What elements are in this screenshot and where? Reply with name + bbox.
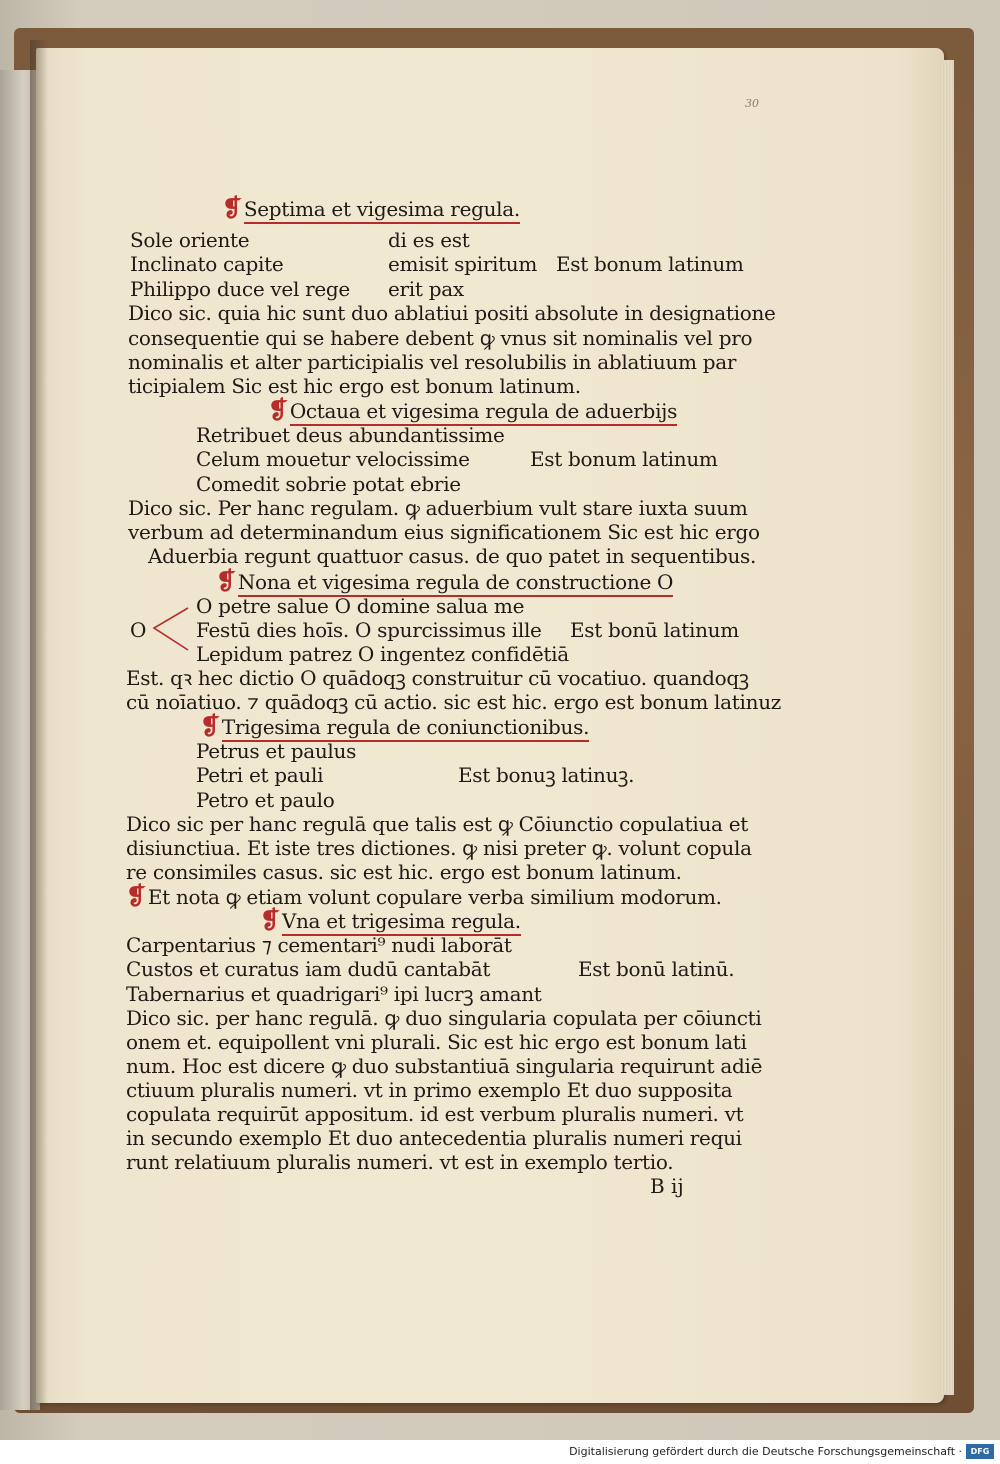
- heading-rule-29: ❡ Nona et vigesima regula de constructione O: [216, 566, 674, 595]
- body-line: Dico sic per hanc regulā que talis est ꝙ Cōiunctio copulatiua et: [126, 812, 748, 836]
- pilcrow-icon: ❡: [200, 711, 220, 740]
- pilcrow-icon: ❡: [268, 395, 288, 424]
- signature-mark: B ij: [650, 1174, 684, 1198]
- pilcrow-icon: ❡: [126, 881, 146, 910]
- example-line: Custos et curatus iam dudū cantabāt Est bonū latinū.: [126, 957, 735, 981]
- example-line: Tabernarius et quadrigari⁹ ipi lucrꝫ amant: [126, 982, 542, 1006]
- body-line: ctiuum pluralis numeri. vt in primo exemplo Et duo supposita: [126, 1078, 733, 1102]
- example-line: Inclinato capite emisit spiritum Est bonum latinum: [130, 252, 744, 276]
- body-line: nominalis et alter participialis vel resolubilis in ablatiuum par: [128, 350, 737, 374]
- example-line: Festū dies hoīs. O spurcissimus ille Est bonū latinum: [196, 618, 739, 642]
- body-line: copulata requirūt appositum. id est verbum pluralis numeri. vt: [126, 1102, 744, 1126]
- example-line: Sole oriente di es est: [130, 228, 470, 252]
- bracket-icon: [150, 606, 190, 652]
- heading-rule-30: ❡ Trigesima regula de coniunctionibus.: [200, 711, 590, 740]
- body-line: ticipialem Sic est hic ergo est bonum latinum.: [128, 374, 581, 398]
- pilcrow-icon: ❡: [222, 193, 242, 222]
- body-line: Est. qꝛ hec dictio O quādoqꝫ construitur cū vocatiuo. quandoqꝫ: [126, 666, 749, 690]
- example-line: Petro et paulo: [196, 788, 335, 812]
- note-line: ❡ Et nota ꝙ etiam volunt copulare verba similium modorum.: [126, 881, 722, 910]
- body-line: consequentie qui se habere debent ꝙ vnus sit nominalis vel pro: [128, 326, 753, 350]
- spine-shadow: [30, 40, 48, 1410]
- example-line: Lepidum patrez O ingentez confidētiā: [196, 642, 569, 666]
- vocative-o: O: [130, 618, 147, 642]
- body-line: Dico sic. Per hanc regulam. ꝙ aduerbium vult stare iuxta suum: [128, 496, 748, 520]
- body-line: re consimiles casus. sic est hic. ergo est bonum latinum.: [126, 860, 682, 884]
- body-line: Dico sic. per hanc regulā. ꝙ duo singularia copulata per cōiuncti: [126, 1006, 762, 1030]
- example-line: Petri et pauli Est bonuꝫ latinuꝫ.: [196, 763, 635, 787]
- example-line: Celum mouetur velocissime Est bonum latinum: [196, 447, 718, 471]
- folio-note: 30: [745, 97, 759, 110]
- body-line: cū noīatiuo. ⁊ quādoqꝫ cū actio. sic est hic. ergo est bonum latinuz: [126, 690, 782, 714]
- digitization-credit: Digitalisierung gefördert durch die Deutsche Forschungsgemeinschaft ·: [569, 1445, 962, 1458]
- example-line: Philippo duce vel rege erit pax: [130, 277, 464, 301]
- heading-rule-31: ❡ Vna et trigesima regula.: [260, 905, 521, 934]
- example-line: Retribuet deus abundantissime: [196, 423, 505, 447]
- example-line: Petrus et paulus: [196, 739, 357, 763]
- body-line: runt relatiuum pluralis numeri. vt est in exemplo tertio.: [126, 1150, 674, 1174]
- body-line: onem et. equipollent vni plurali. Sic est hic ergo est bonum lati: [126, 1030, 747, 1054]
- dfg-logo[interactable]: DFG: [966, 1444, 994, 1459]
- pilcrow-icon: ❡: [260, 905, 280, 934]
- example-line: O petre salue O domine salua me: [196, 594, 525, 618]
- example-line: Carpentarius ⁊ cementari⁹ nudi laborāt: [126, 933, 512, 957]
- body-line: verbum ad determinandum eius significationem Sic est hic ergo: [128, 520, 760, 544]
- body-line: disiunctiua. Et iste tres dictiones. ꝙ nisi preter ꝙ. volunt copula: [126, 836, 752, 860]
- body-line: in secundo exemplo Et duo antecedentia pluralis numeri requi: [126, 1126, 742, 1150]
- pilcrow-icon: ❡: [216, 566, 236, 595]
- body-line: Dico sic. quia hic sunt duo ablatiui positi absolute in designatione: [128, 301, 776, 325]
- heading-rule-27: ❡ Septima et vigesima regula.: [222, 193, 520, 222]
- example-line: Comedit sobrie potat ebrie: [196, 472, 461, 496]
- body-line: Aduerbia regunt quattuor casus. de quo patet in sequentibus.: [148, 544, 757, 568]
- page-fore-edge: [942, 60, 954, 1395]
- body-line: num. Hoc est dicere ꝙ duo substantiuā singularia requirunt adiē: [126, 1054, 763, 1078]
- heading-rule-28: ❡ Octaua et vigesima regula de aduerbijs: [268, 395, 678, 424]
